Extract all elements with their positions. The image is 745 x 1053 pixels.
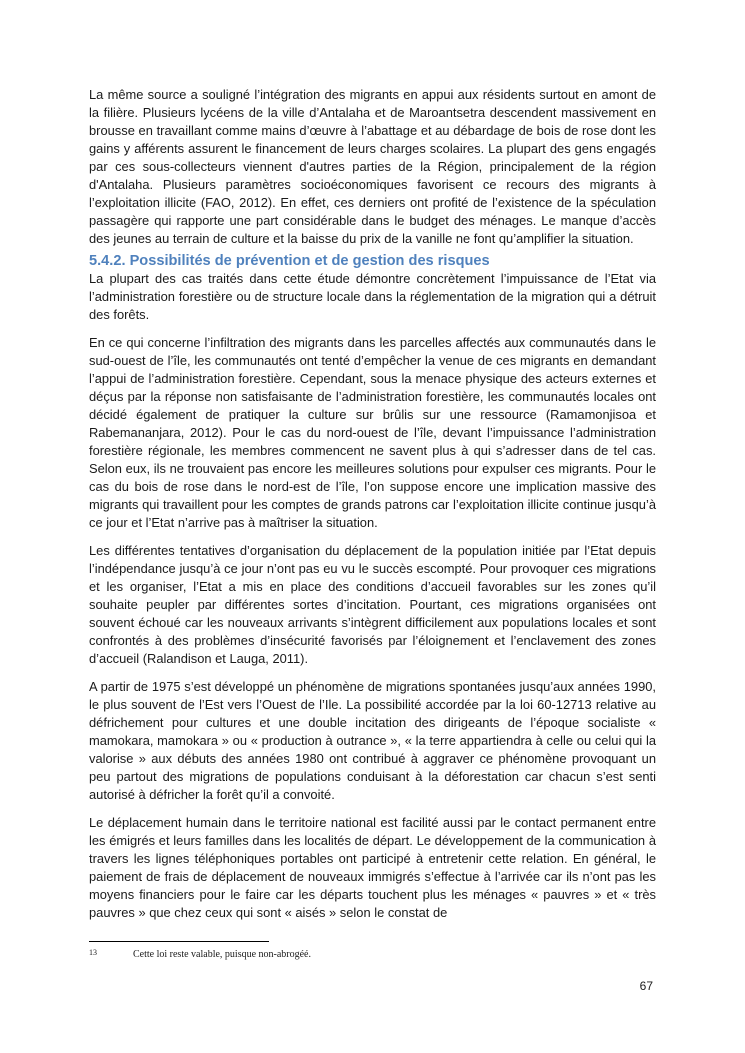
paragraph-human-displacement: Le déplacement humain dans le territoire national est facilité aussi par le contact permanent entre les émigrés et leurs familles dans les localités de départ. Le développement de la communication à travers les lignes téléphoniques portables ont participé à entretenir cette relation. En général, le paiement de frais de déplacement de nouveaux immigrés s’effectue à l’arrivée car ils n’ont pas les moyens financiers pour le faire car les départs touchent plus les ménages « pauvres » et « très pauvres » que chez ceux qui sont « aisés » selon le constat de <box>89 815 656 920</box>
page-number: 67 <box>639 979 653 993</box>
paragraph-infiltration: En ce qui concerne l’infiltration des migrants dans les parcelles affectés aux communautés dans le sud-ouest de l’île, les communautés ont tenté d’empêcher la venue de ces migrants en demandant l’appui de l’administration forestière. Cependant, sous la menace physique des acteurs externes et déçus par la réponse non satisfaisante de l’administration forestière, les communautés locales ont décidé également de pratiquer la culture sur brûlis sur une ressource (Ramamonjisoa et Rabemananjara, 2012). Pour le cas du nord-ouest de l’île, devant l’impuissance l’administration forestière régionale, les membres commencent ne savent plus à qui s’adresser dans de tel cas. Selon eux, ils ne trouvaient pas encore les meilleures solutions pour expulser ces migrants. Pour le cas du bois de rose dans le nord-est de l’île, l’on suppose encore une implication massive des migrants qui travaillent pour les comptes de grands patrons car l’exploitation illicite continue jusqu’à ce jour et l’Etat n’arrive pas à maîtriser la situation. <box>89 335 656 530</box>
footnote-text: Cette loi reste valable, puisque non-abrogéé. <box>133 949 311 960</box>
footnote <box>89 948 311 962</box>
paragraph-state-impotence: La plupart des cas traités dans cette étude démontre concrètement l’impuissance de l’Etat via l’administration forestière ou de structure locale dans la réglementation de la migration qui a détruit des forêts. <box>89 271 656 322</box>
footnote-number: 13 <box>89 948 97 957</box>
paragraph-organisation-attempts: Les différentes tentatives d’organisation du déplacement de la population initiée par l’Etat depuis l’indépendance jusqu’à ce jour n’ont pas eu vu le succès escompté. Pour provoquer ces migrations et les organiser, l’Etat a mis en place des conditions d’accueil favorables sur les zones qu’il souhaite peupler par différentes sortes d’incitation. Pourtant, ces migrations organisées ont souvent échoué car les nouveaux arrivants s’intègrent difficilement aux populations locales et sont confrontés à des problèmes d’insécurité favorisés par l’éloignement et l’enclavement des zones d’accueil (Ralandison et Lauga, 2011). <box>89 543 656 666</box>
page-body <box>89 86 656 922</box>
footnote-separator <box>89 941 269 942</box>
paragraph-migrants-support: La même source a souligné l’intégration des migrants en appui aux résidents surtout en amont de la filière. Plusieurs lycéens de la ville d’Antalaha et de Maroantsetra descendent massivement en brousse en travaillant comme mains d’œuvre à l’abattage et au débardage de bois de rose dont les gains y afférents assurent le financement de leurs charges scolaires. La plupart des gens engagés par ces sous-collecteurs viennent d'autres parties de la Région, principalement de la région d'Antalaha. Plusieurs paramètres socioéconomiques favorisent ce recours des migrants à l’exploitation illicite (FAO, 2012). En effet, ces derniers ont profité de l’existence de la spéculation passagère qui rapporte une part considérable dans le budget des ménages. Le manque d’accès des jeunes au terrain de culture et la baisse du prix de la vanille ne font qu’amplifier la situation. <box>89 87 656 246</box>
section-heading: 5.4.2. Possibilités de prévention et de gestion des risques <box>89 253 490 269</box>
paragraph-spontaneous-migration: A partir de 1975 s’est développé un phénomène de migrations spontanées jusqu’aux années 1990, le plus souvent de l’Est vers l’Ouest de l’Ile. La possibilité accordée par la loi 60-12713 relative au défrichement pour cultures et une double incitation des dirigeants de l’époque socialiste « mamokara, mamokara » ou « production à outrance », « la terre appartiendra à celle ou celui qui la valorise » aux débuts des années 1980 ont contribué à aggraver ce phénomène provoquant un peu partout des migrations de populations conduisant à la déforestation car chacun s’est senti autorisé à défricher la forêt qu’il a convoité. <box>89 679 656 802</box>
